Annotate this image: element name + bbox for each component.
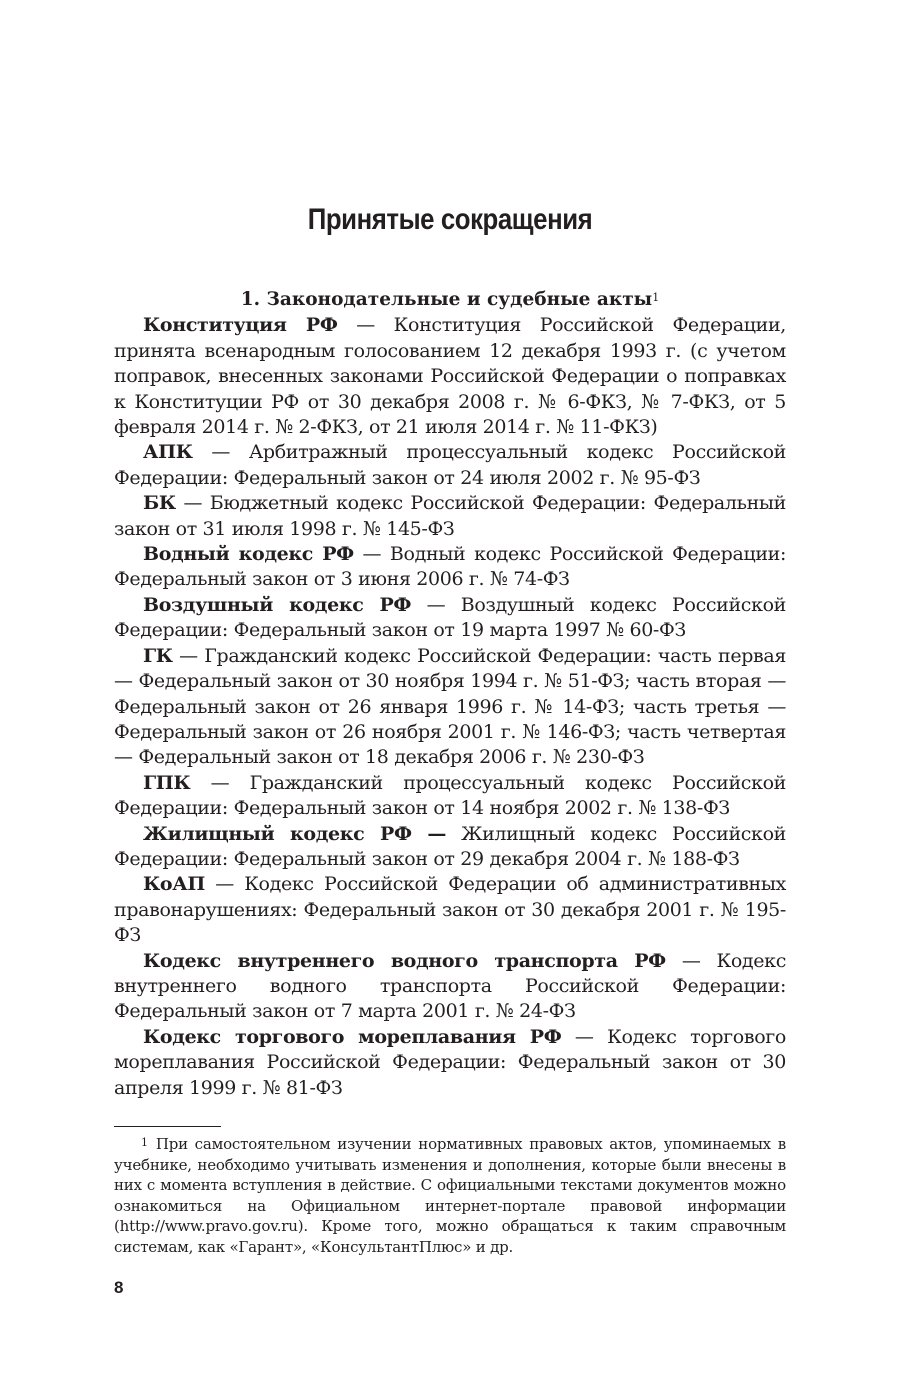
abbreviation-entry bbox=[114, 949, 786, 1025]
section-title bbox=[114, 287, 786, 312]
footnote-mark: 1 bbox=[141, 1136, 148, 1149]
footnote-text: При самостоятельном изучении нормативных правовых актов, упоминаемых в учебнике, необходимо учитывать изменения и дополнения, которые были внесены в них с момента вступления в действие. С официальными текстами документов можно ознакомиться на Официальном интернет-портале правовой информации (http://www.pravo.gov.ru). Кроме того, можно обращаться к таким справочным системам, как «Гарант», «КонсультантПлюс» и др. bbox=[114, 1135, 786, 1256]
abbreviation-definition: — Кодекс внутреннего водного транспорта Российской Федерации: Федеральный закон от 7 марта 2001 г. № 24-ФЗ bbox=[114, 949, 786, 1023]
abbreviation-entry bbox=[114, 491, 786, 542]
abbreviation-definition: — Кодекс торгового мореплавания Российской Федерации: Федеральный закон от 30 апреля 1999 г. № 81-ФЗ bbox=[114, 1025, 786, 1099]
abbreviation-definition: — Конституция Российской Федерации, принята всенародным голосованием 12 декабря 1993 г. (с учетом поправок, внесенных законами Российской Федерации о поправках к Конституции РФ от 30 декабря 2008 г. № 6-ФКЗ, № 7-ФКЗ, от 5 февраля 2014 г. № 2-ФКЗ, от 21 июля 2014 г. № 11-ФКЗ) bbox=[114, 314, 786, 439]
abbreviation-entry bbox=[114, 313, 786, 440]
section-title-text: 1. Законодательные и судебные акты bbox=[240, 289, 653, 310]
abbreviation-definition: Жилищный кодекс Российской Федерации: Федеральный закон от 29 декабря 2004 г. № 188-ФЗ bbox=[114, 822, 786, 870]
abbreviation-term: Водный кодекс РФ bbox=[143, 543, 354, 566]
abbreviations-content bbox=[114, 287, 786, 1101]
abbreviation-term: ГПК bbox=[143, 771, 191, 794]
abbreviation-entry bbox=[114, 1025, 786, 1101]
page-title: Принятые сокращения bbox=[307, 203, 593, 236]
abbreviation-term: БК bbox=[143, 492, 176, 515]
abbreviation-definition: — Арбитражный процессуальный кодекс Российской Федерации: Федеральный закон от 24 июля 2002 г. № 95-ФЗ bbox=[114, 441, 786, 489]
abbreviation-definition: — Кодекс Российской Федерации об административных правонарушениях: Федеральный закон от 30 декабря 2001 г. № 195-ФЗ bbox=[114, 873, 786, 947]
footnote-divider bbox=[114, 1126, 221, 1127]
page-number: 8 bbox=[114, 1278, 124, 1297]
abbreviation-term: АПК bbox=[143, 441, 193, 464]
abbreviation-definition: — Водный кодекс Российской Федерации: Федеральный закон от 3 июня 2006 г. № 74-ФЗ bbox=[114, 543, 786, 591]
footnote bbox=[114, 1134, 786, 1258]
abbreviation-term: КоАП bbox=[143, 873, 205, 896]
abbreviation-term: Конституция РФ bbox=[143, 314, 338, 337]
abbreviation-entry bbox=[114, 822, 786, 873]
abbreviation-term: Кодекс торгового мореплавания РФ bbox=[143, 1025, 562, 1048]
abbreviation-term: Воздушный кодекс РФ bbox=[143, 593, 412, 616]
abbreviation-definition: — Гражданский процессуальный кодекс Российской Федерации: Федеральный закон от 14 ноября 2002 г. № 138-ФЗ bbox=[114, 771, 786, 820]
abbreviation-entry bbox=[114, 542, 786, 593]
abbreviation-entry bbox=[114, 644, 786, 771]
abbreviation-definition: — Воздушный кодекс Российской Федерации: Федеральный закон от 19 марта 1997 № 60-ФЗ bbox=[114, 593, 786, 642]
footnote-reference[interactable]: 1 bbox=[652, 291, 660, 304]
abbreviation-entry bbox=[114, 872, 786, 948]
abbreviation-entry bbox=[114, 593, 786, 644]
abbreviation-definition: — Бюджетный кодекс Российской Федерации: Федеральный закон от 31 июля 1998 г. № 145-ФЗ bbox=[114, 492, 786, 540]
abbreviation-term: Кодекс внутреннего водного транспорта РФ bbox=[143, 949, 666, 972]
abbreviation-term: ГК bbox=[143, 644, 173, 667]
abbreviation-definition: — Гражданский кодекс Российской Федерации: часть первая — Федеральный закон от 30 ноября 1994 г. № 51-ФЗ; часть вторая — Федеральный закон от 26 января 1996 г. № 14-ФЗ; часть третья — Федеральный закон от 26 ноября 2001 г. № 146-ФЗ; часть четвертая — Федеральный закон от 18 декабря 2006 г. № 230-ФЗ bbox=[114, 644, 786, 769]
abbreviation-entry bbox=[114, 440, 786, 491]
abbreviation-entry bbox=[114, 771, 786, 822]
abbreviation-term: Жилищный кодекс РФ — bbox=[143, 822, 446, 845]
